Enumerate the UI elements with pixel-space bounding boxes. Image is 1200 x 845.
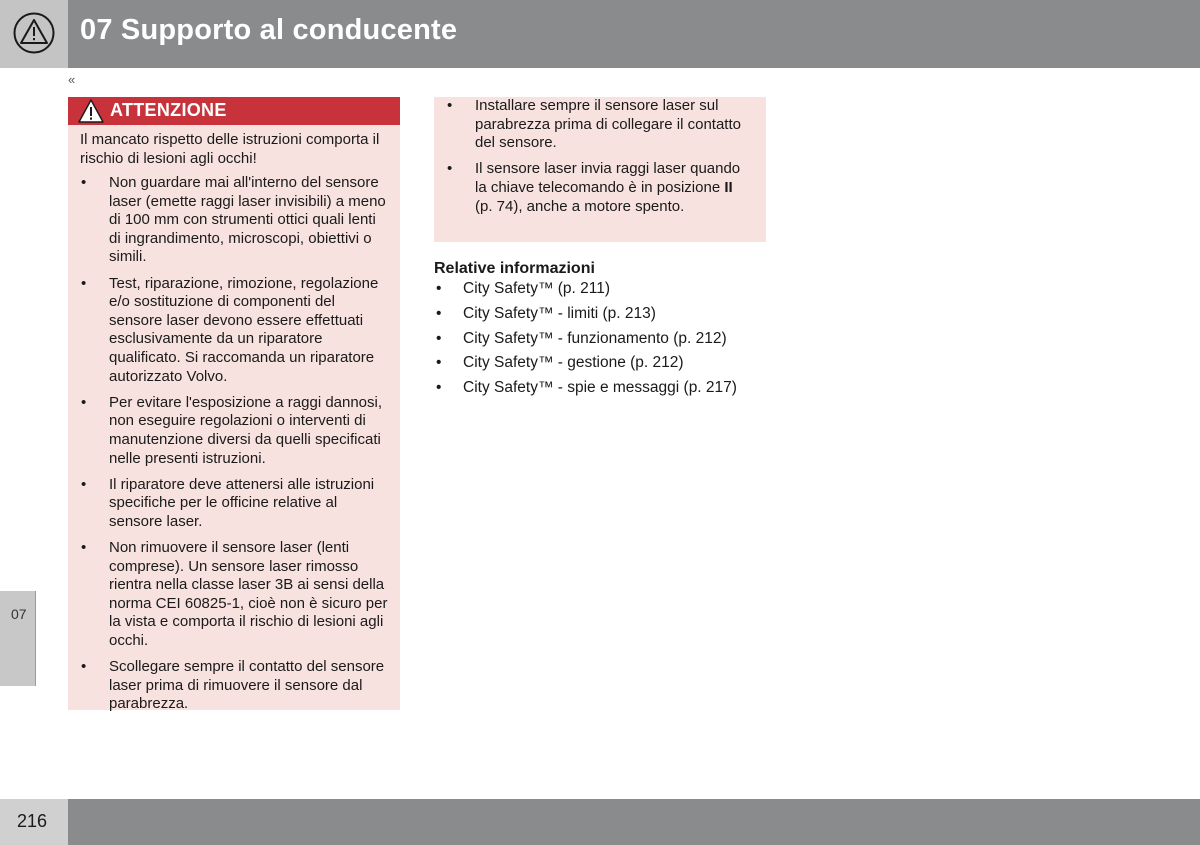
list-item-text: Non rimuovere il sensore laser (lenti comprese). Un sensore laser rimosso rientra nella classe laser 3B ai sensi della norma CEI 60825-1, cioè non è sicuro per la vista e comporta il rischio di lesioni agli occhi.	[109, 539, 388, 650]
related-link[interactable]	[434, 329, 737, 348]
related-link-text[interactable]: City Safety™ - funzionamento (p. 212)	[463, 329, 727, 347]
related-link[interactable]	[434, 279, 737, 298]
list-item	[78, 394, 388, 468]
bullet-icon: •	[81, 174, 87, 191]
bullet-icon: •	[436, 354, 442, 372]
list-item-text: Test, riparazione, rimozione, regolazione e/o sostituzione di componenti del sensore laser devono essere effettuati esclusivamente da un riparatore qualificato. Si raccomanda un riparatore autorizzato Volvo.	[109, 274, 379, 385]
warning-intro: Il mancato rispetto delle istruzioni comporta il rischio di lesioni agli occhi!	[80, 131, 380, 167]
chapter-header	[0, 0, 1200, 68]
related-link[interactable]	[434, 353, 737, 372]
warning-triangle-icon	[78, 98, 104, 124]
list-item-text: Per evitare l'esposizione a raggi dannosi, non eseguire regolazioni o interventi di manutenzione diversi da quelli specificati nelle presenti istruzioni.	[109, 393, 383, 467]
bullet-icon: •	[81, 658, 87, 676]
related-link[interactable]	[434, 378, 737, 397]
bullet-icon: •	[436, 304, 442, 322]
related-info-title: Relative informazioni	[434, 260, 595, 277]
list-item-text: Non guardare mai all'interno del sensore laser (emette raggi laser invisibili) a meno di 100 mm con strumenti ottici quali lenti di ingrandimento, microscopi, obiettivi o simili.	[109, 174, 386, 266]
warning-header	[68, 97, 400, 125]
warning-title: ATTENZIONE	[110, 100, 227, 120]
bullet-icon: •	[436, 329, 442, 347]
list-item-text: Scollegare sempre il contatto del sensore laser prima di rimuovere il sensore dal parabrezza.	[109, 658, 385, 713]
bullet-icon: •	[81, 274, 87, 292]
list-item	[78, 174, 388, 267]
warning-triangle-icon	[13, 12, 55, 54]
bullet-icon: •	[436, 280, 442, 297]
list-item	[78, 476, 388, 532]
warning-continued-box	[434, 97, 766, 242]
related-link-text[interactable]: City Safety™ - limiti (p. 213)	[463, 304, 656, 322]
header-icon-cell	[0, 0, 68, 68]
list-item	[78, 658, 388, 714]
list-item	[78, 275, 388, 387]
related-link[interactable]	[434, 304, 737, 323]
bullet-icon: •	[81, 393, 87, 411]
related-link-text[interactable]: City Safety™ - spie e messaggi (p. 217)	[463, 379, 737, 397]
back-arrow-icon[interactable]: «	[68, 72, 73, 87]
list-item	[444, 97, 754, 153]
related-link-text[interactable]: City Safety™ - gestione (p. 212)	[463, 354, 684, 372]
bullet-icon: •	[447, 160, 453, 178]
warning-bullet-list	[78, 174, 388, 722]
warning-box	[68, 97, 400, 713]
bullet-icon: •	[447, 97, 453, 114]
bullet-icon: •	[81, 539, 87, 557]
bullet-icon: •	[81, 475, 87, 493]
chapter-title: 07 Supporto al conducente	[80, 14, 458, 46]
bullet-icon: •	[436, 379, 442, 397]
related-info-list	[434, 279, 737, 403]
list-item-text: Il riparatore deve attenersi alle istruzioni specifiche per le officine relative al sensore laser.	[109, 475, 375, 530]
chapter-tab-label: 07	[11, 606, 27, 622]
list-item-text-end: (p. 74), anche a motore spento.	[475, 197, 685, 215]
related-link-text[interactable]: City Safety™ (p. 211)	[463, 280, 611, 297]
key-position-label: II	[724, 178, 733, 196]
list-item	[444, 160, 754, 216]
list-item-text-start: Il sensore laser invia raggi laser quando la chiave telecomando è in posizione	[475, 160, 741, 196]
warning-continued-list	[444, 97, 754, 224]
page-number: 216	[17, 811, 48, 831]
page-footer	[0, 799, 1200, 845]
list-item	[78, 539, 388, 651]
list-item-text: Installare sempre il sensore laser sul parabrezza prima di collegare il contatto del sensore.	[475, 97, 741, 152]
